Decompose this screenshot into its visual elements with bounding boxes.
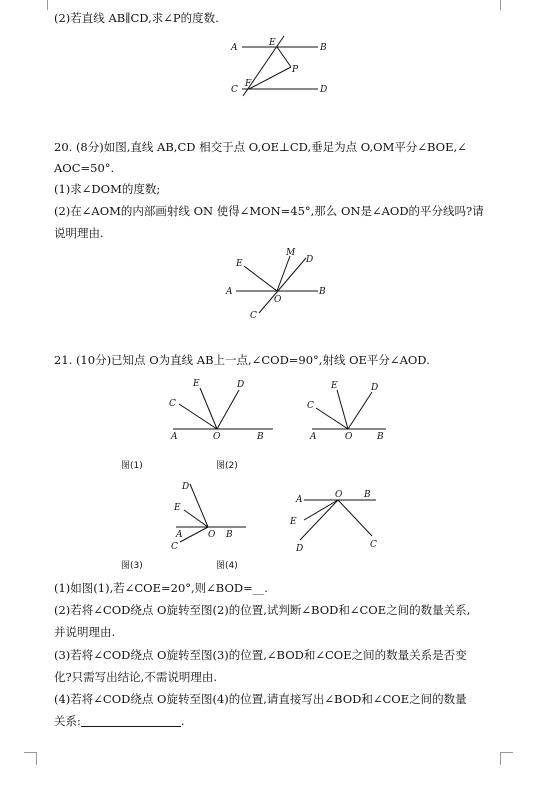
fig21-1-label-B: B: [257, 432, 264, 442]
fig20-label-B: B: [319, 287, 326, 297]
fig19-label-P: P: [292, 65, 299, 75]
fig21-3-label-B: B: [226, 530, 233, 540]
fig21-3-label-A: A: [176, 530, 183, 540]
q21-part1-text: (1)如图(1),若∠COE=20°,则∠BOD=: [54, 581, 253, 595]
fig21-4-label-E: E: [290, 517, 297, 527]
q21-part4-line2: [54, 714, 185, 728]
fig21-1-label-O: O: [213, 432, 221, 442]
fig20-label-E: E: [236, 259, 243, 269]
fig19-label-F: F: [245, 79, 252, 89]
fig21-caption-4: 图(4): [216, 561, 238, 571]
fig20-label-M: M: [286, 248, 296, 258]
fig21-2-label-C: C: [307, 401, 314, 411]
figure-q21-4: [284, 488, 384, 558]
fig20-label-D: D: [306, 255, 314, 265]
fig21-3-label-C: C: [171, 542, 178, 552]
fig21-1-label-A: A: [171, 432, 178, 442]
fig21-3-label-D: D: [182, 482, 190, 492]
crop-mark-bottom-left: [24, 752, 37, 765]
fig21-4-label-B: B: [364, 490, 371, 500]
fig21-4-label-O: O: [335, 490, 343, 500]
fig20-label-O: O: [274, 295, 282, 305]
fig21-3-label-E: E: [174, 503, 181, 513]
fig19-label-D: D: [320, 85, 328, 95]
fig21-1-label-C: C: [169, 399, 176, 409]
q21-part3-line2: 化?只需写出结论,不需说明理由.: [54, 670, 217, 684]
fig21-caption-2: 图(2): [216, 461, 238, 471]
figure-q20: [222, 246, 332, 322]
fig21-2-label-E: E: [331, 381, 338, 391]
fig20-label-C: C: [250, 311, 257, 321]
figure-q21-3: [166, 476, 256, 554]
fig19-label-C: C: [231, 85, 238, 95]
figure-q21-1: [165, 374, 280, 444]
q21-stem: 21. (10分)已知点 O为直线 AB上一点,∠COD=90°,射线 OE平分∠AOD.: [54, 353, 430, 367]
q21-part2-line2: 并说明理由.: [54, 625, 116, 639]
q19-part2: (2)若直线 AB∥CD,求∠P的度数.: [54, 11, 219, 25]
q20-part2-line1: (2)在∠AOM的内部画射线 ON 使得∠MON=45°,那么 ON是∠AOD的平分线吗?请: [54, 204, 484, 218]
fig21-3-label-O: O: [208, 530, 216, 540]
fig21-1-label-E: E: [193, 379, 200, 389]
crop-mark-top-left: [35, 0, 48, 10]
fig21-2-label-A: A: [310, 432, 317, 442]
crop-mark-bottom-right: [500, 752, 513, 765]
q21-part4-label: 关系:: [54, 714, 81, 728]
q21-part2-line1: (2)若将∠COD绕点 O旋转至图(2)的位置,试判断∠BOD和∠COE之间的数量关系,: [54, 603, 471, 617]
fig19-label-E: E: [269, 38, 276, 48]
q20-part2-line2: 说明理由.: [54, 226, 104, 240]
q21-part1-blank: __: [252, 581, 265, 595]
fig21-4-label-D: D: [296, 544, 304, 554]
fig21-2-label-B: B: [377, 432, 384, 442]
fig21-2-label-D: D: [371, 383, 379, 393]
fig19-label-A: A: [231, 43, 238, 53]
q20-stem-line1: 20. (8分)如图,直线 AB,CD 相交于点 O,OE⊥CD,垂足为点 O,OM平分∠BOE,∠: [54, 140, 467, 154]
q21-part1: [54, 581, 268, 595]
figure-q21-2: [304, 374, 394, 444]
q21-part3-line1: (3)若将∠COD绕点 O旋转至图(3)的位置,∠BOD和∠COE之间的数量关系是否变: [54, 648, 467, 662]
fig19-label-B: B: [320, 43, 327, 53]
fig21-1-label-D: D: [237, 380, 245, 390]
fig21-4-label-A: A: [296, 495, 303, 505]
q21-part4-end: .: [180, 714, 185, 728]
crop-mark-top-right: [500, 0, 513, 10]
fig21-caption-3: 图(3): [121, 561, 143, 571]
q21-part1-end: .: [264, 581, 268, 595]
fig20-label-A: A: [226, 287, 233, 297]
q20-stem-line2: AOC=50°.: [54, 161, 115, 175]
q21-part4-answer-blank: [81, 715, 181, 727]
figure-q19: [228, 34, 338, 98]
fig21-2-label-O: O: [345, 432, 353, 442]
q21-part4-line1: (4)若将∠COD绕点 O旋转至图(4)的位置,请直接写出∠BOD和∠COE之间的数量: [54, 692, 467, 706]
q20-part1: (1)求∠DOM的度数;: [54, 182, 161, 196]
fig21-caption-1: 图(1): [121, 461, 143, 471]
fig21-4-label-C: C: [370, 540, 377, 550]
